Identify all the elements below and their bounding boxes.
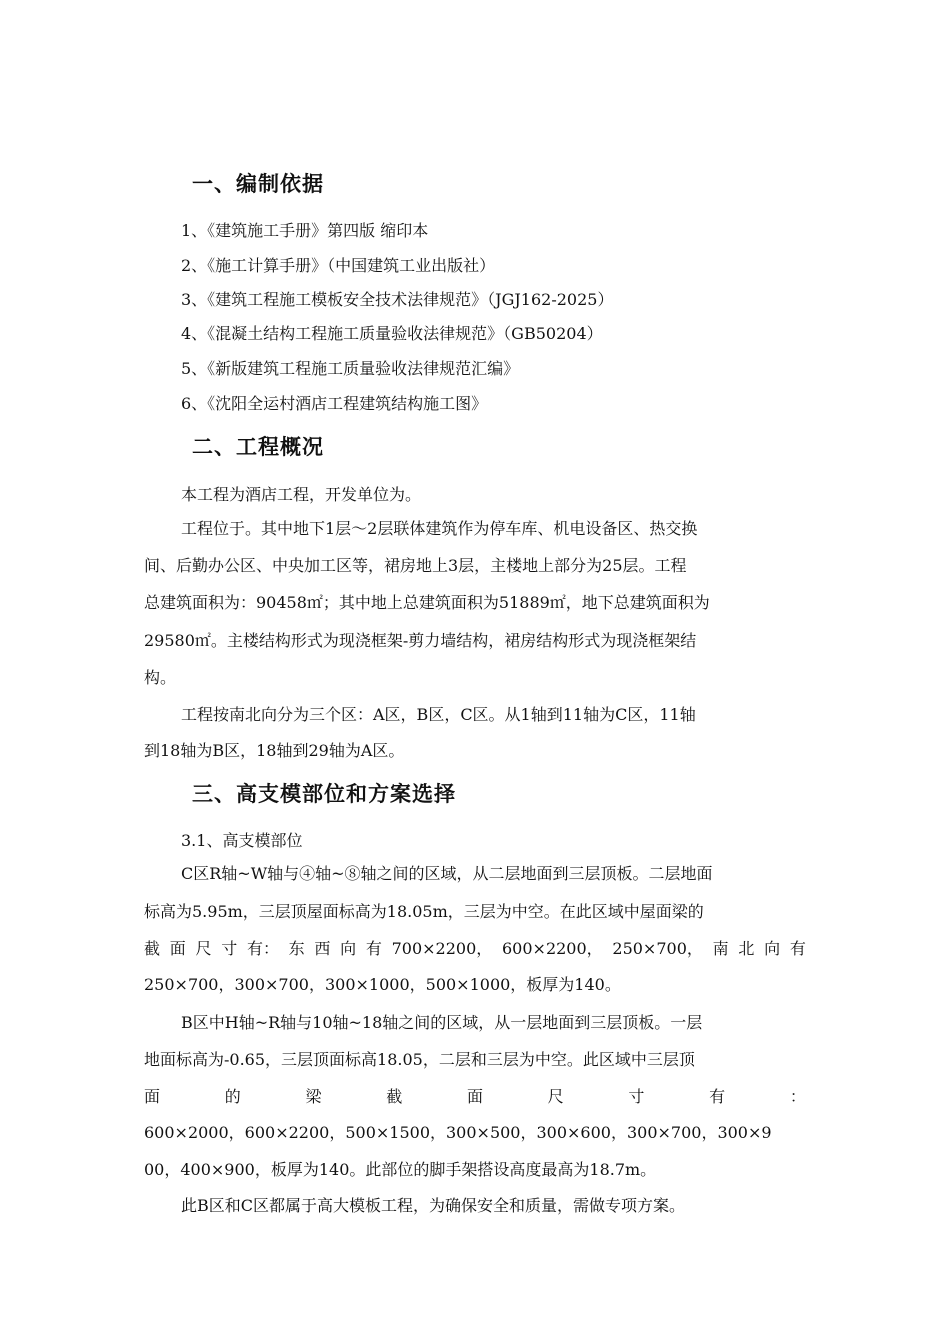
zone-b-paragraph-justified-line: 面 的 梁 截 面 尺 寸 有 ： [144,1087,806,1106]
zone-b-paragraph-line: 00，400×900，板厚为140。此部位的脚手架搭设高度最高为18.7m。 [144,1160,657,1179]
reference-item: 6、《沈阳全运村酒店工程建筑结构施工图》 [181,394,488,413]
reference-item: 5、《新版建筑工程施工质量验收法律规范汇编》 [181,359,520,378]
overview-paragraph-2-line: 间、后勤办公区、中央加工区等，裙房地上3层，主楼地上部分为25层。工程 [144,556,687,575]
overview-paragraph-2-line: 总建筑面积为：90458㎡；其中地上总建筑面积为51889㎡，地下总建筑面积为 [144,593,710,612]
zone-c-paragraph-line: 标高为5.95m，三层顶屋面标高为18.05m，三层为中空。在此区域中屋面梁的 [144,902,704,921]
reference-item: 4、《混凝土结构工程施工质量验收法律规范》（GB50204） [181,324,603,343]
overview-paragraph-2-line: 构。 [144,668,177,687]
zone-c-paragraph-line: 250×700，300×700，300×1000，500×1000，板厚为140。 [144,975,621,994]
overview-paragraph-2-line: 工程位于。其中地下1层～2层联体建筑作为停车库、机电设备区、热交换 [181,519,698,538]
zone-b-paragraph-line: 600×2000，600×2200，500×1500，300×500，300×600，300×700，300×9 [144,1123,772,1142]
subsection-3-1-title: 3.1、高支模部位 [181,831,303,850]
zone-b-paragraph-line: B区中H轴~R轴与10轴~18轴之间的区域，从一层地面到三层顶板。一层 [181,1013,703,1032]
section-2-title: 二、工程概况 [192,435,324,459]
conclusion-paragraph: 此B区和C区都属于高大模板工程，为确保安全和质量，需做专项方案。 [181,1196,686,1215]
reference-item: 2、《施工计算手册》（中国建筑工业出版社） [181,256,496,275]
overview-paragraph-3-line: 工程按南北向分为三个区：A区，B区，C区。从1轴到11轴为C区，11轴 [181,705,696,724]
overview-paragraph-3-line: 到18轴为B区，18轴到29轴为A区。 [144,741,405,760]
reference-item: 3、《建筑工程施工模板安全技术法律规范》（JGJ162-2025） [181,290,614,309]
zone-b-paragraph-line: 地面标高为-0.65，三层顶面标高18.05，二层和三层为中空。此区域中三层顶 [144,1050,695,1069]
section-3-title: 三、高支模部位和方案选择 [192,782,456,806]
overview-paragraph-2-line: 29580㎡。主楼结构形式为现浇框架-剪力墙结构，裙房结构形式为现浇框架结 [144,631,697,650]
reference-item: 1、《建筑施工手册》第四版 缩印本 [181,221,429,240]
section-1-title: 一、编制依据 [192,172,324,196]
zone-c-paragraph-line: C区R轴~W轴与④轴~⑧轴之间的区域，从二层地面到三层顶板。二层地面 [181,864,713,883]
zone-c-paragraph-justified-line: 截 面 尺 寸 有： 东 西 向 有 700×2200， 600×2200， 250×700， 南 北 向 有 [144,939,806,958]
overview-paragraph-1: 本工程为酒店工程，开发单位为。 [181,485,422,504]
